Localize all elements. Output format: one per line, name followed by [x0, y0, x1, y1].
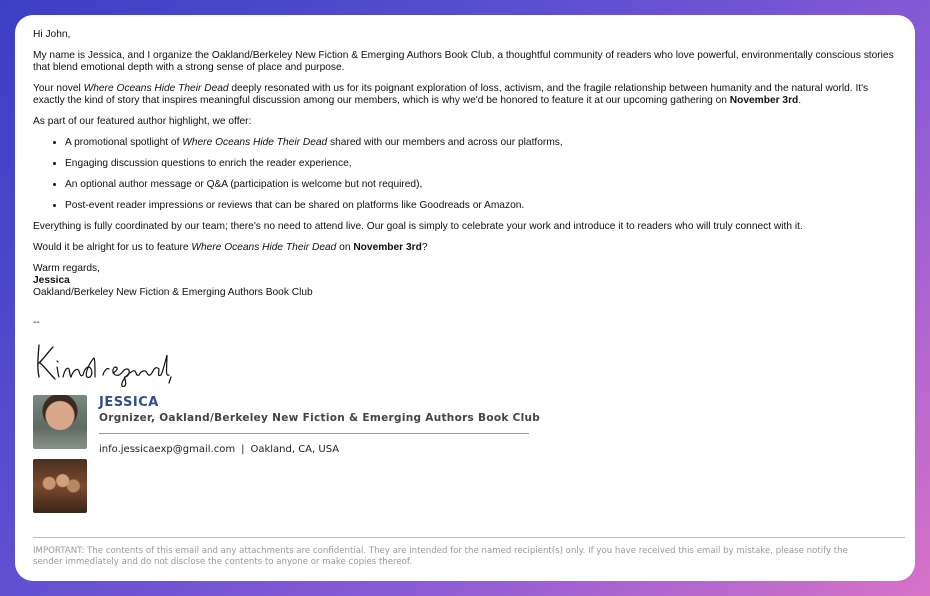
signature-name: JESSICA [99, 395, 159, 410]
email-card [15, 15, 915, 581]
sender-name: Jessica [33, 275, 70, 286]
disclaimer-divider [33, 537, 905, 538]
offer-intro: As part of our featured author highlight, we offer: [33, 116, 252, 127]
sender-org: Oakland/Berkeley New Fiction & Emerging Authors Book Club [33, 287, 313, 298]
confidentiality-disclaimer: IMPORTANT: The contents of this email and any attachments are confidential. They are intended for the named recipient(s) only. If you have received this email by mistake, please notify the sender immediately and do not disclose the contents to anyone or make copies thereof. [33, 546, 848, 567]
closing-block [33, 263, 897, 299]
offer-list [33, 137, 897, 212]
book-title: Where Oceans Hide Their Dead [83, 83, 229, 94]
list-item: • An optional author message or Q&A (participation is welcome but not required), [65, 179, 897, 191]
signature-contact [99, 444, 540, 456]
signature-location: Oakland, CA, USA [250, 444, 340, 455]
signature-role: Orgnizer, Oakland/Berkeley New Fiction & Emerging Authors Book Club [99, 412, 541, 424]
novel-paragraph: Your novel Where Oceans Hide Their Dead deeply resonated with us for its poignant exploration of loss, activism, and the fragile relationship between humanity and the natural world. It's exactly the kind of story that inspires meaningful discussion among our members, which is why we'd be honored to feature it at our upcoming gathering on November 3rd. [33, 83, 869, 106]
intro-paragraph: My name is Jessica, and I organize the Oakland/Berkeley New Fiction & Emerging Authors Book Club, a thoughtful community of readers who love powerful, environmentally conscious stories that blend emotional depth with a strong sense of place and purpose. [33, 50, 894, 73]
closing: Warm regards, [33, 263, 100, 274]
list-item: • Post-event reader impressions or reviews that can be shared on platforms like Goodreads or Amazon. [65, 200, 897, 212]
list-item: • Engaging discussion questions to enrich the reader experience, [65, 158, 897, 170]
signature-email-link[interactable]: info.jessicaexp@gmail.com [99, 444, 236, 455]
question-paragraph: Would it be alright for us to feature Where Oceans Hide Their Dead on November 3rd? [33, 242, 428, 253]
list-item: • A promotional spotlight of Where Oceans Hide Their Dead shared with our members and across our platforms, [65, 137, 897, 149]
greeting: Hi John, [33, 29, 71, 40]
event-date: November 3rd [729, 95, 799, 106]
signature-separator: -- [33, 317, 40, 328]
signature-divider [99, 433, 529, 434]
avatar [33, 395, 87, 449]
handwritten-signature [33, 337, 173, 387]
email-signature [33, 395, 897, 525]
coordination-paragraph: Everything is fully coordinated by our team; there's no need to attend live. Our goal is simply to celebrate your work and introduce it to readers who will truly connect with it. [33, 221, 803, 232]
signature-details [99, 395, 540, 456]
contact-separator: | [241, 444, 245, 455]
group-photo [33, 459, 87, 513]
